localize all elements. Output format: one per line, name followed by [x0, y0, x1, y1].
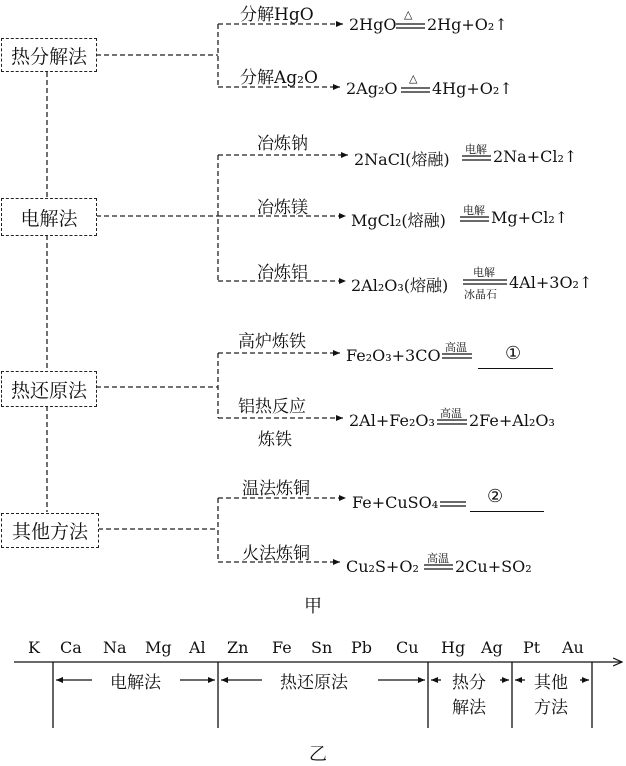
branch-blast-label: 高炉炼铁: [238, 332, 306, 352]
metal-k: K: [28, 638, 40, 657]
eq-thermite-right: 2Fe+Al₂O₃: [469, 411, 555, 430]
eq-fire-cu-left: Cu₂S+O₂: [346, 557, 419, 576]
eq-na-cond: 电解: [465, 143, 487, 156]
metal-al: Al: [189, 638, 206, 657]
blank-2-line: [470, 511, 544, 512]
eq-fire-cu-cond: 高温: [427, 552, 449, 565]
caption-b: 乙: [309, 744, 327, 765]
segment-other-1: 其他: [534, 673, 568, 693]
eq-wet-cu-left: Fe+CuSO₄: [352, 493, 439, 512]
segment-other-2: 方法: [534, 698, 568, 718]
caption-a: 甲: [304, 596, 322, 617]
eq-blast-left: Fe₂O₃+3CO: [346, 346, 441, 365]
metal-ag: Ag: [481, 638, 503, 657]
metal-pb: Pb: [351, 638, 373, 657]
eq-na-right: 2Na+Cl₂↑: [493, 147, 578, 166]
branch-thermite-label-1: 铝热反应: [238, 397, 306, 417]
blank-2-label: ②: [487, 486, 504, 507]
eq-al-cond-bottom: 冰晶石: [464, 288, 497, 301]
branch-ag2o-label: 分解Ag₂O: [240, 68, 318, 88]
eq-thermite-left: 2Al+Fe₂O₃: [349, 411, 435, 430]
segment-thermal-reduction: 热还原法: [280, 673, 348, 693]
metal-ca: Ca: [60, 638, 82, 657]
segment-electrolysis: 电解法: [110, 673, 161, 693]
metal-zn: Zn: [227, 638, 249, 657]
eq-fire-cu-right: 2Cu+SO₂: [455, 557, 532, 576]
method-other: 其他方法: [11, 521, 88, 543]
branch-al-label: 冶炼铝: [257, 263, 308, 283]
eq-mg-left: MgCl₂(熔融): [351, 211, 446, 230]
eq-hgo-right: 2Hg+O₂↑: [427, 15, 508, 34]
segment-pyrolysis-2: 解法: [452, 698, 486, 718]
blank-1-label: ①: [505, 343, 522, 364]
eq-na-left: 2NaCl(熔融): [354, 150, 450, 169]
eq-ag2o-left: 2Ag₂O: [346, 79, 398, 98]
branch-thermite-label-2: 炼铁: [258, 430, 292, 450]
eq-mg-cond: 电解: [463, 204, 485, 217]
branch-na-label: 冶炼钠: [257, 134, 308, 154]
segment-pyrolysis-1: 热分: [452, 673, 486, 693]
eq-mg-right: Mg+Cl₂↑: [491, 208, 569, 227]
method-pyrolysis: 热分解法: [10, 45, 87, 68]
eq-hgo-left: 2HgO: [349, 15, 397, 34]
metal-fe: Fe: [272, 638, 292, 657]
blank-1-line: [478, 368, 553, 369]
metal-na: Na: [103, 638, 127, 657]
metal-cu: Cu: [396, 638, 419, 657]
metal-au: Au: [562, 638, 584, 657]
metal-sn: Sn: [311, 638, 333, 657]
method-electrolysis: 电解法: [20, 207, 78, 230]
eq-al-left: 2Al₂O₃(熔融): [351, 276, 449, 295]
eq-ag2o-cond: △: [409, 72, 418, 85]
branch-hgo-label: 分解HgO: [240, 5, 314, 25]
metal-mg: Mg: [145, 638, 172, 657]
eq-thermite-cond: 高温: [440, 407, 462, 420]
eq-hgo-cond: △: [404, 8, 413, 21]
branch-fire-cu-label: 火法炼铜: [242, 544, 310, 564]
branch-mg-label: 冶炼镁: [257, 198, 308, 218]
eq-al-cond-top: 电解: [473, 266, 495, 279]
eq-blast-cond: 高温: [445, 341, 467, 354]
branch-wet-cu-label: 温法炼铜: [242, 479, 310, 499]
metal-hg: Hg: [441, 638, 466, 657]
eq-ag2o-right: 4Hg+O₂↑: [432, 79, 513, 98]
metal-pt: Pt: [523, 638, 541, 657]
method-thermal-reduction: 热还原法: [10, 379, 87, 402]
eq-al-right: 4Al+3O₂↑: [509, 273, 593, 292]
